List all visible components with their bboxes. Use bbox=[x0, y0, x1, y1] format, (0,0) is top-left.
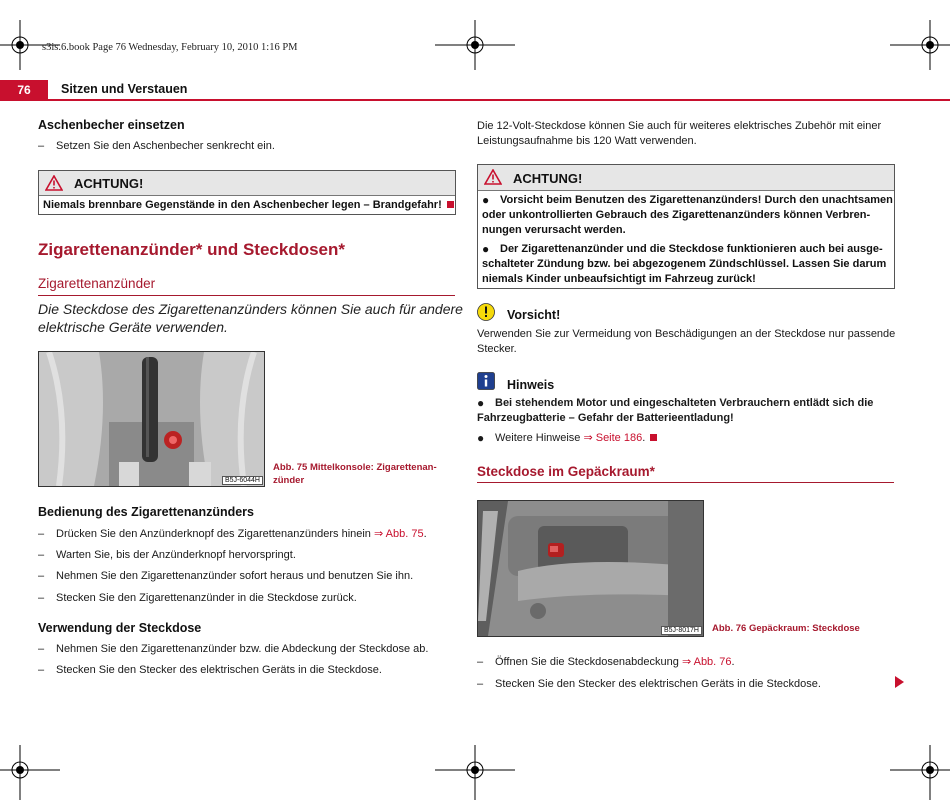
step-text: Stecken Sie den Stecker des elektrischen Geräts in die Steckdose. bbox=[495, 678, 821, 690]
step-text: Nehmen Sie den Zigarettenanzünder sofort heraus und benutzen Sie ihn. bbox=[56, 570, 414, 582]
operation-heading: Bedienung des Zigarettenanzünders bbox=[38, 505, 255, 519]
bullet-marker: ● bbox=[477, 396, 485, 410]
step-text: Drücken Sie den Anzünderknopf des Zigarettenanzünders hinein bbox=[56, 528, 374, 540]
bullet-marker: ● bbox=[482, 193, 490, 207]
sub-heading-rule bbox=[38, 295, 455, 296]
dash-marker: – bbox=[38, 140, 45, 152]
warning-box-lighter bbox=[477, 164, 895, 289]
figure-76-image bbox=[477, 500, 704, 637]
usage-step-2 bbox=[38, 663, 448, 678]
caution-title: Vorsicht! bbox=[507, 308, 561, 322]
note-bullet-text: Weitere Hinweise bbox=[495, 432, 584, 444]
warning-bullet-line: Der Zigarettenanzünder und die Steckdose funktionieren auch bei ausge- bbox=[500, 243, 883, 255]
dash-marker: – bbox=[38, 643, 45, 655]
luggage-heading: Steckdose im Gepäckraum* bbox=[477, 464, 655, 479]
warning-bullet-1 bbox=[482, 193, 892, 238]
caution-line-1: Verwenden Sie zur Vermeidung von Beschädigungen an der Steckdose nur passende bbox=[477, 328, 896, 340]
end-marker-icon bbox=[447, 201, 454, 208]
luggage-heading-rule bbox=[477, 482, 894, 483]
step-text: Stecken Sie den Zigarettenanzünder in die Steckdose zurück. bbox=[56, 592, 357, 604]
step-end: . bbox=[423, 528, 427, 540]
ashtray-heading: Aschenbecher einsetzen bbox=[38, 118, 185, 132]
figure-76-caption: Abb. 76 Gepäckraum: Steckdose bbox=[712, 623, 860, 634]
warning-text bbox=[43, 198, 454, 213]
intro-line-2: Leistungsaufnahme bis 120 Watt verwenden. bbox=[477, 135, 697, 147]
luggage-step-1 bbox=[477, 655, 893, 670]
print-info: s3is.6.book Page 76 Wednesday, February 10, 2010 1:16 PM bbox=[42, 42, 298, 53]
warning-bullet-line: Vorsicht beim Benutzen des Zigarettenanzünders! Durch den unachtsamen bbox=[500, 194, 893, 206]
note-bullet-line: Fahrzeugbatterie – Gefahr der Batterieentladung! bbox=[477, 412, 734, 424]
dash-marker: – bbox=[38, 528, 45, 540]
end-marker-icon bbox=[650, 434, 657, 441]
lead-line-1: Die Steckdose des Zigarettenanzünders können Sie auch für andere bbox=[38, 301, 463, 317]
warning-title: ACHTUNG! bbox=[513, 171, 583, 186]
operation-step-1 bbox=[38, 527, 448, 542]
figure-link[interactable]: ⇒ Abb. 75 bbox=[374, 528, 424, 540]
warning-bullet-2 bbox=[482, 242, 892, 287]
step-text: Nehmen Sie den Zigarettenanzünder bzw. die Abdeckung der Steckdose ab. bbox=[56, 643, 429, 655]
dash-marker: – bbox=[38, 549, 45, 561]
crop-mark-bottom-right bbox=[890, 745, 950, 800]
step-text: Setzen Sie den Aschenbecher senkrecht ein. bbox=[56, 140, 275, 152]
warning-triangle-icon bbox=[45, 175, 63, 191]
warning-bullet-line: schalteter Zündung bzw. bei abgezogenem Zündschlüssel. Lassen Sie darum bbox=[482, 258, 887, 270]
warning-box-ashtray bbox=[38, 170, 456, 215]
step-text: Öffnen Sie die Steckdosenabdeckung bbox=[495, 656, 682, 668]
bullet-marker: ● bbox=[477, 431, 485, 445]
crop-mark-bottom-left bbox=[0, 745, 60, 800]
bullet-marker: ● bbox=[482, 242, 490, 256]
note-bullet-1 bbox=[477, 396, 893, 426]
figure-75-image bbox=[38, 351, 265, 487]
figure-75-caption-line-2: zünder bbox=[273, 475, 305, 486]
figure-code: B5J-8017H bbox=[661, 626, 702, 635]
next-page-arrow-icon[interactable] bbox=[895, 676, 904, 688]
dash-marker: – bbox=[38, 592, 45, 604]
caution-icon bbox=[477, 303, 495, 321]
step-text: Stecken Sie den Stecker des elektrischen Geräts in die Steckdose. bbox=[56, 664, 382, 676]
note-bullet-2 bbox=[477, 431, 893, 446]
dash-marker: – bbox=[38, 664, 45, 676]
operation-step-3 bbox=[38, 569, 448, 584]
page-number: 76 bbox=[0, 80, 48, 100]
figure-75-caption-line-1: Abb. 75 Mittelkonsole: Zigarettenan- bbox=[273, 462, 437, 473]
step-text: Warten Sie, bis der Anzünderknopf hervorspringt. bbox=[56, 549, 296, 561]
warning-text-content: Niemals brennbare Gegenstände in den Aschenbecher legen – Brandgefahr! bbox=[43, 199, 442, 211]
dash-marker: – bbox=[477, 656, 484, 668]
crop-mark-top-right bbox=[890, 20, 950, 70]
intro-line-1: Die 12-Volt-Steckdose können Sie auch für weiteres elektrisches Zubehör mit einer bbox=[477, 120, 882, 132]
main-heading: Zigarettenanzünder* und Steckdosen* bbox=[38, 240, 345, 259]
note-bullet-end: . bbox=[642, 432, 646, 444]
warning-bullet-line: nungen verursacht werden. bbox=[482, 224, 626, 236]
note-bullet-line: Bei stehendem Motor und eingeschalteten Verbrauchern entlädt sich die bbox=[495, 397, 874, 409]
page-link[interactable]: ⇒ Seite 186 bbox=[583, 432, 643, 444]
section-title: Sitzen und Verstauen bbox=[61, 82, 188, 96]
operation-step-2 bbox=[38, 548, 448, 563]
warning-bullet-line: oder unkontrollierten Gebrauch des Zigarettenanzünders können Verbren- bbox=[482, 209, 871, 221]
dash-marker: – bbox=[38, 570, 45, 582]
center-console-illustration bbox=[39, 352, 264, 486]
luggage-step-2 bbox=[477, 677, 893, 692]
figure-code: B5J-6044H bbox=[222, 476, 263, 485]
caution-line-2: Stecker. bbox=[477, 343, 517, 355]
crop-mark-bottom-center bbox=[435, 745, 515, 800]
crop-mark-top-left bbox=[0, 20, 60, 70]
warning-triangle-icon bbox=[484, 169, 502, 185]
note-title: Hinweis bbox=[507, 378, 555, 392]
sub-heading: Zigarettenanzünder bbox=[38, 276, 156, 291]
luggage-socket-illustration bbox=[478, 501, 703, 636]
crop-mark-top-center bbox=[435, 20, 515, 70]
lead-line-2: elektrische Geräte verwenden. bbox=[38, 319, 228, 335]
usage-heading: Verwendung der Steckdose bbox=[38, 621, 202, 635]
warning-title: ACHTUNG! bbox=[74, 176, 144, 191]
header-rule bbox=[0, 99, 950, 101]
ashtray-step bbox=[38, 139, 438, 154]
step-end: . bbox=[731, 656, 735, 668]
figure-link[interactable]: ⇒ Abb. 76 bbox=[681, 656, 732, 668]
operation-step-4 bbox=[38, 591, 448, 606]
info-icon bbox=[477, 372, 495, 390]
warning-bullet-line: niemals Kinder unbeaufsichtigt im Fahrzeug zurück! bbox=[482, 273, 756, 285]
usage-step-1 bbox=[38, 642, 448, 657]
dash-marker: – bbox=[477, 678, 484, 690]
